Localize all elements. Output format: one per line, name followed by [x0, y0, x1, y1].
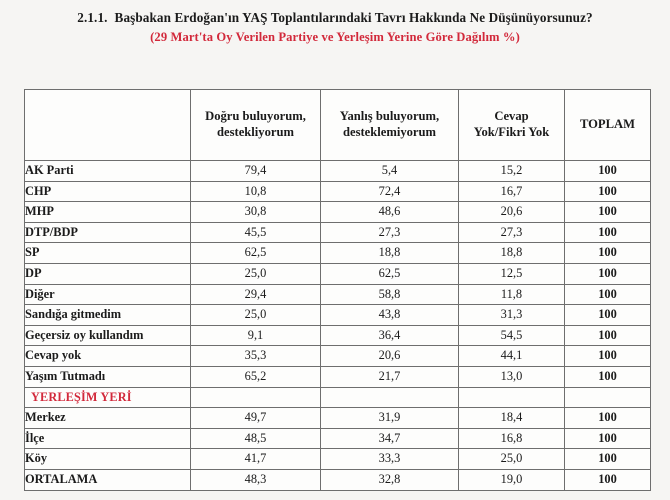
table-body — [25, 161, 651, 491]
header-row — [25, 90, 651, 161]
cell-cevapyok: 15,2 — [459, 161, 565, 182]
section-header-spacer — [565, 387, 651, 408]
cell-toplam: 100 — [565, 449, 651, 470]
row-label: CHP — [25, 181, 191, 202]
cell-yanlis: 27,3 — [321, 222, 459, 243]
cell-yanlis: 34,7 — [321, 428, 459, 449]
cell-toplam: 100 — [565, 243, 651, 264]
table-row — [25, 469, 651, 490]
column-header-yanlis-line1: Yanlış buluyorum, — [339, 109, 440, 124]
cell-cevapyok: 16,8 — [459, 428, 565, 449]
column-header-cevapyok-line1: Cevap — [494, 109, 529, 124]
table-row — [25, 202, 651, 223]
row-label: SP — [25, 243, 191, 264]
cell-dogru: 65,2 — [191, 366, 321, 387]
row-label: Sandığa gitmedim — [25, 305, 191, 326]
cell-toplam: 100 — [565, 202, 651, 223]
cell-yanlis: 72,4 — [321, 181, 459, 202]
cell-toplam: 100 — [565, 263, 651, 284]
cell-dogru: 49,7 — [191, 408, 321, 429]
column-header-blank — [25, 90, 191, 161]
row-label: Yaşım Tutmadı — [25, 366, 191, 387]
cell-yanlis: 32,8 — [321, 469, 459, 490]
section-header-row — [25, 387, 651, 408]
cell-dogru: 25,0 — [191, 263, 321, 284]
table-row — [25, 366, 651, 387]
column-header-dogru — [191, 90, 321, 161]
table-row — [25, 346, 651, 367]
table-row — [25, 305, 651, 326]
row-label: İlçe — [25, 428, 191, 449]
cell-dogru: 48,5 — [191, 428, 321, 449]
cell-cevapyok: 44,1 — [459, 346, 565, 367]
table-row — [25, 222, 651, 243]
cell-yanlis: 20,6 — [321, 346, 459, 367]
cell-toplam: 100 — [565, 305, 651, 326]
cell-cevapyok: 12,5 — [459, 263, 565, 284]
cell-dogru: 10,8 — [191, 181, 321, 202]
row-label: Merkez — [25, 408, 191, 429]
cell-toplam: 100 — [565, 346, 651, 367]
cell-dogru: 30,8 — [191, 202, 321, 223]
cell-cevapyok: 16,7 — [459, 181, 565, 202]
column-header-cevapyok-line2: Yok/Fikri Yok — [473, 125, 550, 139]
cell-yanlis: 31,9 — [321, 408, 459, 429]
column-header-toplam — [565, 90, 651, 161]
column-header-toplam-line1: TOPLAM — [579, 117, 636, 132]
cell-toplam: 100 — [565, 222, 651, 243]
section-header-spacer — [321, 387, 459, 408]
row-label: DP — [25, 263, 191, 284]
cell-yanlis: 18,8 — [321, 243, 459, 264]
cell-dogru: 29,4 — [191, 284, 321, 305]
column-header-yanlis-line2: desteklemiyorum — [342, 125, 437, 139]
cell-cevapyok: 19,0 — [459, 469, 565, 490]
heading-block — [0, 0, 670, 46]
row-label: Cevap yok — [25, 346, 191, 367]
cell-toplam: 100 — [565, 408, 651, 429]
column-header-yanlis — [321, 90, 459, 161]
cell-dogru: 48,3 — [191, 469, 321, 490]
table-row — [25, 161, 651, 182]
column-header-dogru-line2: destekliyorum — [217, 125, 294, 139]
cell-yanlis: 5,4 — [321, 161, 459, 182]
cell-toplam: 100 — [565, 161, 651, 182]
table-row — [25, 181, 651, 202]
table-row — [25, 449, 651, 470]
cell-yanlis: 21,7 — [321, 366, 459, 387]
cell-dogru: 41,7 — [191, 449, 321, 470]
row-label: DTP/BDP — [25, 222, 191, 243]
table-row — [25, 408, 651, 429]
row-label: AK Parti — [25, 161, 191, 182]
cell-yanlis: 62,5 — [321, 263, 459, 284]
row-label: Diğer — [25, 284, 191, 305]
column-header-cevapyok — [459, 90, 565, 161]
cell-toplam: 100 — [565, 469, 651, 490]
cell-dogru: 79,4 — [191, 161, 321, 182]
cell-yanlis: 58,8 — [321, 284, 459, 305]
section-number: 2.1.1. — [77, 10, 108, 25]
row-label: Geçersiz oy kullandım — [25, 325, 191, 346]
cell-toplam: 100 — [565, 325, 651, 346]
section-header-label: YERLEŞİM YERİ — [25, 387, 191, 408]
table-row — [25, 428, 651, 449]
table-row — [25, 284, 651, 305]
cell-dogru: 35,3 — [191, 346, 321, 367]
cell-dogru: 9,1 — [191, 325, 321, 346]
cell-toplam: 100 — [565, 428, 651, 449]
cell-yanlis: 43,8 — [321, 305, 459, 326]
cell-yanlis: 33,3 — [321, 449, 459, 470]
table-header — [25, 90, 651, 161]
poll-table — [24, 89, 651, 491]
column-header-dogru-line1: Doğru buluyorum, — [205, 109, 306, 124]
cell-cevapyok: 25,0 — [459, 449, 565, 470]
row-label: Köy — [25, 449, 191, 470]
table-row — [25, 263, 651, 284]
table-row — [25, 325, 651, 346]
subtitle: (29 Mart'ta Oy Verilen Partiye ve Yerleşim Yerine Göre Dağılım %) — [150, 30, 520, 45]
cell-cevapyok: 13,0 — [459, 366, 565, 387]
question-text: Başbakan Erdoğan'ın YAŞ Toplantılarındaki Tavrı Hakkında Ne Düşünüyorsunuz? — [114, 10, 593, 25]
cell-cevapyok: 18,8 — [459, 243, 565, 264]
cell-toplam: 100 — [565, 181, 651, 202]
cell-yanlis: 36,4 — [321, 325, 459, 346]
cell-cevapyok: 54,5 — [459, 325, 565, 346]
cell-dogru: 62,5 — [191, 243, 321, 264]
cell-cevapyok: 11,8 — [459, 284, 565, 305]
cell-yanlis: 48,6 — [321, 202, 459, 223]
poll-table-wrapper — [24, 89, 650, 491]
cell-cevapyok: 31,3 — [459, 305, 565, 326]
table-row — [25, 243, 651, 264]
cell-cevapyok: 27,3 — [459, 222, 565, 243]
cell-cevapyok: 18,4 — [459, 408, 565, 429]
section-header-spacer — [459, 387, 565, 408]
row-label: ORTALAMA — [25, 469, 191, 490]
section-header-spacer — [191, 387, 321, 408]
page-title — [40, 9, 630, 26]
cell-toplam: 100 — [565, 284, 651, 305]
cell-dogru: 45,5 — [191, 222, 321, 243]
cell-dogru: 25,0 — [191, 305, 321, 326]
cell-toplam: 100 — [565, 366, 651, 387]
row-label: MHP — [25, 202, 191, 223]
cell-cevapyok: 20,6 — [459, 202, 565, 223]
